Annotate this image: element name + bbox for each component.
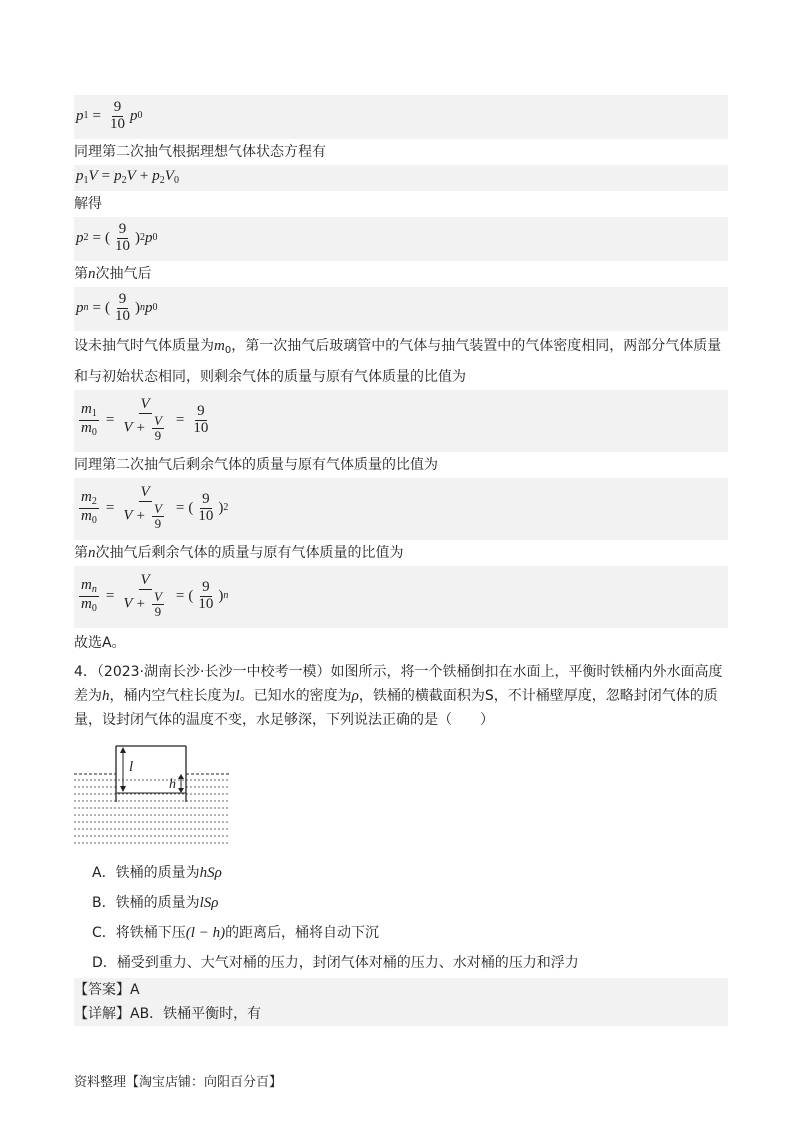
page-footer: 资料整理【淘宝店铺：向阳百分百】 (74, 1075, 283, 1090)
paragraph-conclusion: 故选A。 (74, 635, 126, 651)
iron-bucket-figure (74, 740, 234, 848)
options-list (74, 858, 728, 978)
equation-mn-ratio: $\frac{m_n}{m_0}$ = V V + $\frac{V}{9}$ = ( $\frac{9}{10}$ ) n (74, 566, 728, 628)
answer-block: 【答案】A (74, 978, 728, 1002)
option-a[interactable]: A．铁桶的质量为hSρ (92, 865, 222, 881)
paragraph-second-extraction: 同理第二次抽气根据理想气体状态方程有 (74, 144, 326, 160)
paragraph-second-ratio: 同理第二次抽气后剩余气体的质量与原有气体质量的比值为 (74, 457, 438, 473)
detail-block: 【详解】AB．铁桶平衡时，有 (74, 1002, 728, 1026)
figure-label-l: l (129, 759, 134, 775)
equation-m2-ratio: $\frac{m_2}{m_0}$ = V V + $\frac{V}{9}$ = ( $\frac{9}{10}$ ) 2 (74, 478, 728, 540)
option-d[interactable]: D．桶受到重力、大气对桶的压力，封闭气体对桶的压力、水对桶的压力和浮力 (92, 955, 579, 971)
paragraph-nth-ratio: 第n次抽气后剩余气体的质量与原有气体质量的比值为 (74, 545, 404, 561)
paragraph-mass-ratio: 设未抽气时气体质量为$m_0$，第一次抽气后玻璃管中的气体与抽气装置中的气体密度相同，两部分气体质量和与初始状态相同，则剩余气体的质量与原有气体质量的比值为 (74, 338, 722, 385)
option-b[interactable]: B．铁桶的质量为lSρ (92, 895, 219, 911)
equation-gas-law: $p_1V = p_2V + p_2V_0$ (74, 165, 728, 191)
figure-label-h: h (169, 777, 176, 792)
option-c[interactable]: C．将铁桶下压(l − h)的距离后，桶将自动下沉 (92, 925, 380, 941)
paragraph-nth: 第n次抽气后 (74, 266, 152, 282)
equation-pn: p n = ( $\frac{9}{10}$ ) n p 0 (74, 287, 728, 331)
page-content (74, 95, 728, 1026)
paragraph-solve: 解得 (74, 196, 102, 212)
equation-m1-ratio: $\frac{m_1}{m_0}$ = V V + $\frac{V}{9}$ = $\frac{9}{10}$ (74, 390, 728, 452)
equation-p2: p 2 = ( $\frac{9}{10}$ ) 2 p 0 (74, 217, 728, 261)
equation-p1: p 1 = $\frac{9}{10}$ p 0 (74, 95, 728, 139)
question-4-stem: 4．（2023·湖南长沙·长沙一中校考一模）如图所示，将一个铁桶倒扣在水面上，平衡时铁桶内外水面高度差为h，桶内空气柱长度为l。已知水的密度为ρ，铁桶的横截面积为S，不计桶壁厚度，忽略封闭气体的质量，设封闭气体的温度不变，水足够深，下列说法正确的是（ ） (74, 664, 723, 728)
